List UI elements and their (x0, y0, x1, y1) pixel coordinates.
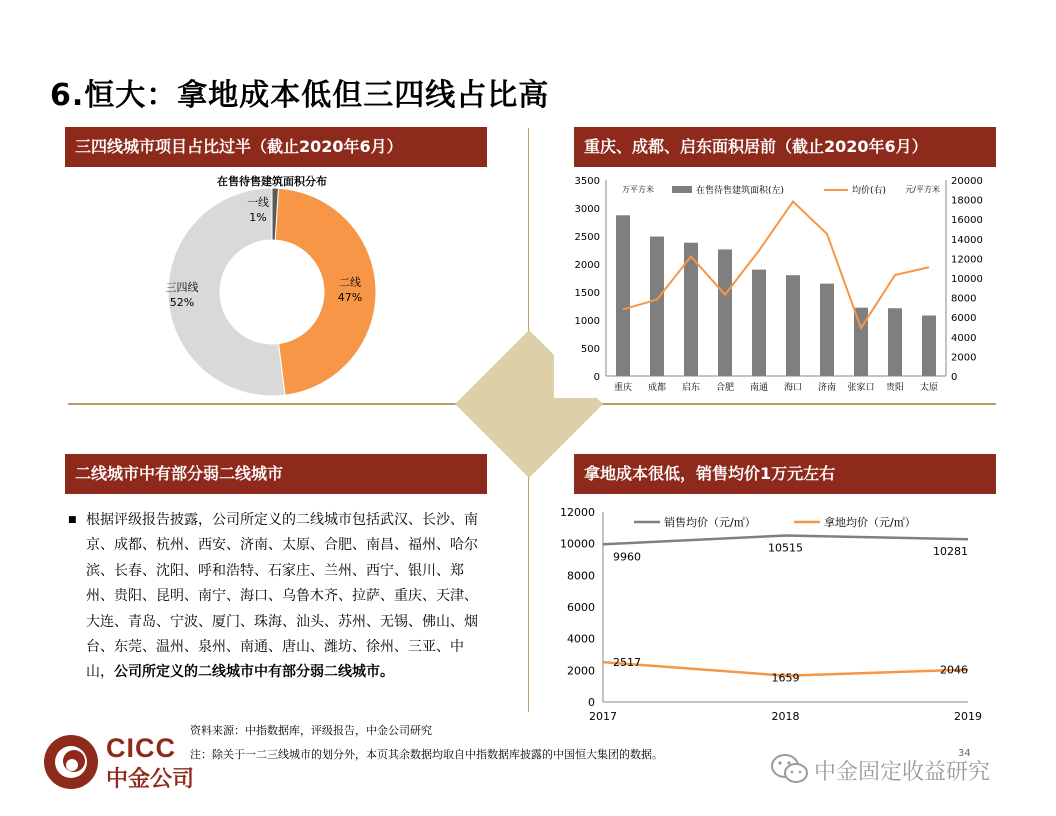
combo-chart-panel (554, 168, 984, 398)
left-tick-label: 0 (593, 372, 600, 383)
legend-label-price: 均价(右) (852, 186, 887, 196)
x-tick-label: 2019 (954, 710, 982, 723)
right-tick-label: 4000 (951, 332, 977, 344)
right-tick-label: 12000 (951, 254, 983, 266)
slice-label: 三四线 (165, 281, 199, 294)
category-label: 重庆 (613, 383, 633, 393)
source-note: 资料来源：中指数据库，评级报告，中金公司研究 (190, 724, 432, 737)
y-tick-label: 2000 (567, 664, 595, 678)
right-unit-label: 元/平方米 (905, 185, 940, 194)
y-tick-label: 4000 (567, 632, 595, 646)
right-tick-label: 8000 (951, 293, 977, 305)
right-tick-label: 16000 (951, 215, 983, 227)
panel-header-top-left: 三四线城市项目占比过半（截止2020年6月） (65, 127, 487, 167)
left-tick-label: 2000 (574, 260, 600, 271)
left-tick-label: 500 (580, 344, 600, 355)
panel-header-bottom-left: 二线城市中有部分弱二线城市 (65, 454, 487, 494)
y-tick-label: 8000 (567, 569, 595, 583)
bar (888, 308, 902, 376)
data-label: 1659 (771, 671, 800, 685)
area-price-combo-chart (554, 168, 984, 398)
category-label: 海口 (783, 383, 803, 393)
category-label: 南通 (749, 383, 769, 393)
bar (820, 284, 834, 376)
bar (854, 308, 868, 376)
page-number: 34 (958, 748, 971, 759)
donut-chart (72, 168, 454, 400)
y-tick-label: 0 (588, 696, 595, 709)
left-tick-label: 2500 (574, 232, 600, 243)
data-label: 10281 (933, 545, 968, 559)
x-tick-label: 2017 (589, 710, 617, 723)
left-tick-label: 1000 (574, 316, 600, 327)
data-label: 9960 (613, 550, 641, 564)
slice-label: 一线 (247, 196, 269, 209)
right-tick-label: 6000 (951, 313, 977, 325)
left-tick-label: 3500 (574, 176, 600, 187)
category-label: 太原 (919, 383, 939, 393)
paragraph-bold-text: 公司所定义的二线城市中有部分弱二线城市。 (114, 664, 394, 681)
legend-label-area: 在售待售建筑面积(左) (696, 186, 785, 196)
category-label: 张家口 (847, 383, 875, 393)
footnote: 注：除关于一二三线城市的划分外，本页其余数据均取自中指数据库披露的中国恒大集团的数据。 (190, 748, 663, 761)
y-tick-label: 6000 (567, 601, 595, 614)
slice-label: 二线 (339, 276, 361, 289)
right-tick-label: 2000 (951, 352, 977, 364)
page-title: 6.恒大：拿地成本低但三四线占比高 (50, 78, 550, 113)
legend-label-land: 拿地均价（元/㎡） (824, 516, 916, 529)
bar (786, 275, 800, 376)
bar (718, 249, 732, 376)
right-tick-label: 10000 (951, 274, 983, 285)
right-tick-label: 18000 (951, 195, 983, 207)
panel-header-top-right: 重庆、成都、启东面积居前（截止2020年6月） (574, 127, 996, 167)
y-tick-label: 12000 (560, 506, 595, 519)
logo-en: CICC (106, 733, 176, 763)
slice-percent: 52% (169, 296, 195, 309)
bar (752, 270, 766, 376)
category-label: 成都 (647, 383, 667, 393)
data-label: 10515 (768, 541, 803, 555)
slice-percent: 1% (249, 211, 267, 224)
cicc-logo-icon (42, 733, 100, 791)
bar (650, 237, 664, 376)
x-tick-label: 2018 (771, 710, 800, 723)
category-label: 济南 (817, 383, 837, 393)
left-unit-label: 万平方米 (622, 185, 654, 194)
donut-chart-panel (72, 168, 454, 400)
category-label: 合肥 (715, 383, 735, 393)
right-tick-label: 20000 (951, 176, 983, 187)
legend-label-sales: 销售均价（元/㎡） (664, 516, 756, 529)
left-tick-label: 3000 (574, 204, 600, 215)
slice-percent: 47% (337, 291, 363, 304)
left-tick-label: 1500 (574, 288, 600, 299)
logo-cn: 中金公司 (106, 766, 195, 791)
legend-swatch-area (672, 186, 692, 193)
data-label: 2517 (613, 656, 641, 670)
price-line (623, 202, 929, 328)
category-label: 贵阳 (885, 383, 905, 393)
bullet-square-icon: ■ (68, 515, 77, 525)
wechat-account-name: 中金固定收益研究 (814, 760, 991, 785)
price-line-chart-panel (548, 500, 998, 728)
paragraph-body (86, 508, 486, 686)
right-tick-label: 0 (951, 372, 958, 383)
category-label: 启东 (681, 383, 701, 393)
y-tick-label: 10000 (560, 537, 595, 551)
paragraph-text: 根据评级报告披露，公司所定义的二线城市包括武汉、长沙、南京、成都、杭州、西安、济南、太原、合肥、南昌、福州、哈尔滨、长春、沈阳、呼和浩特、石家庄、兰州、西宁、银川、郑州、贵阳、昆明、南宁、海口、乌鲁木齐、拉萨、重庆、天津、大连、青岛、宁波、厦门、珠海、汕头、苏州、无锡、佛山、烟台、东莞、温州、泉州、南通、唐山、潍坊、徐州、三亚、中山， (86, 512, 478, 681)
chart-title: 在售待售建筑面积分布 (217, 175, 327, 188)
wechat-icon (770, 752, 810, 786)
right-tick-label: 14000 (951, 234, 983, 246)
panel-header-bottom-right: 拿地成本很低，销售均价1万元左右 (574, 454, 996, 494)
price-line-chart (548, 500, 998, 728)
data-label: 2046 (940, 663, 968, 677)
bar (616, 215, 630, 376)
bar (922, 316, 936, 376)
